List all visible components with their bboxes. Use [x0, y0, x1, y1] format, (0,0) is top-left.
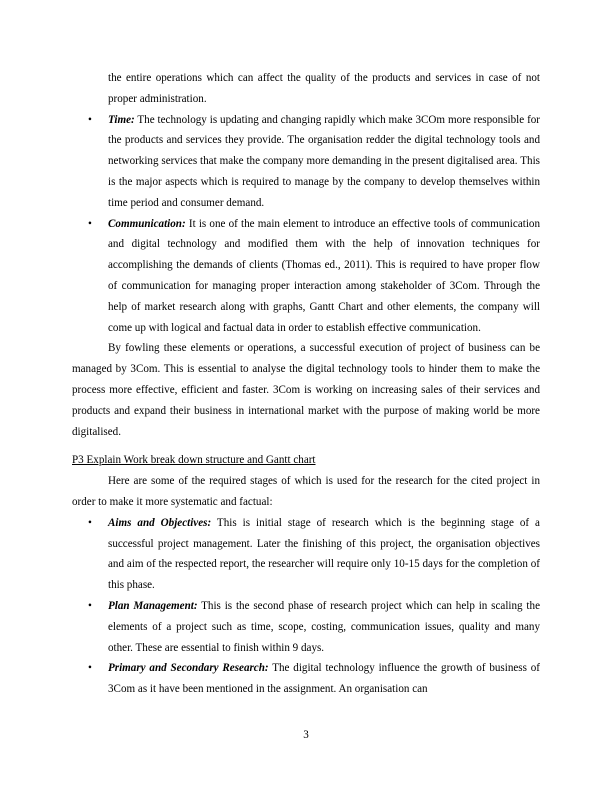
page-body [72, 68, 540, 700]
bullet-text: The digital technology influence the growth of business of 3Com as it have been mentioned in the assignment. An organisation can [108, 662, 541, 696]
section-heading: P3 Explain Work break down structure and Gantt chart [72, 454, 316, 467]
bullet-term: Primary and Secondary Research: [108, 662, 269, 675]
bullet-icon: • [88, 516, 92, 529]
bullet-item-communication [72, 214, 540, 339]
bullet-term: Plan Management: [108, 599, 198, 612]
bullet-text: It is one of the main element to introduce an effective tools of communication and digital technology and modified them with the help of innovation techniques for accomplishing the demands of clients (Thomas ed., 2011). This is required to have proper flow of communication for managing proper interaction among stakeholder of 3Com. Through the help of market research along with graphs, Gantt Chart and other elements, the company will come up with logical and factual data in order to establish effective communication. [108, 217, 540, 334]
stages-intro: Here are some of the required stages of which is used for the research for the cited project in order to make it more systematic and factual: [72, 475, 540, 508]
page-number: 3 [303, 729, 309, 741]
bullet-item-research [72, 658, 540, 700]
bullet-text: The technology is updating and changing rapidly which make 3COm more responsible for the products and services they provide. The organisation redder the digital technology tools and networking services that make the company more demanding in the present digitalised area. This is the major aspects which is required to manage by the company to develop themselves within time period and consumer demand. [108, 113, 540, 209]
bullet-term: Aims and Objectives: [108, 516, 212, 529]
bullet-list-stages [72, 513, 540, 700]
bullet-icon: • [88, 599, 92, 612]
bullet-term: Communication: [108, 217, 186, 230]
bullet-icon: • [88, 113, 92, 126]
summary-paragraph: By fowling these elements or operations, a successful execution of project of business can be managed by 3Com. This is essential to analyse the digital technology tools to hinder them to make the process more effective, efficient and faster. 3Com is working on increasing sales of their services and products and expand their business in international market with the purpose of making world be more digitalised. [72, 342, 540, 438]
bullet-item-plan-management [72, 596, 540, 658]
bullet-icon: • [88, 217, 92, 230]
intro-continuation: the entire operations which can affect the quality of the products and services in case of not proper administration. [108, 72, 540, 105]
bullet-text: This is initial stage of research which is the beginning stage of a successful project management. Later the finishing of this project, the organisation objectives and aim of the respected report, the researcher will require only 10-15 days for the completion of this phase. [108, 516, 540, 592]
bullet-item-aims [72, 513, 540, 596]
bullet-icon: • [88, 662, 92, 675]
bullet-item-time [72, 110, 540, 214]
bullet-term: Time: [108, 113, 135, 126]
bullet-list-top [72, 110, 540, 339]
bullet-text: This is the second phase of research project which can help in scaling the elements of a project such as time, scope, costing, communication issues, quality and many other. These are essential to finish within 9 days. [108, 599, 540, 654]
